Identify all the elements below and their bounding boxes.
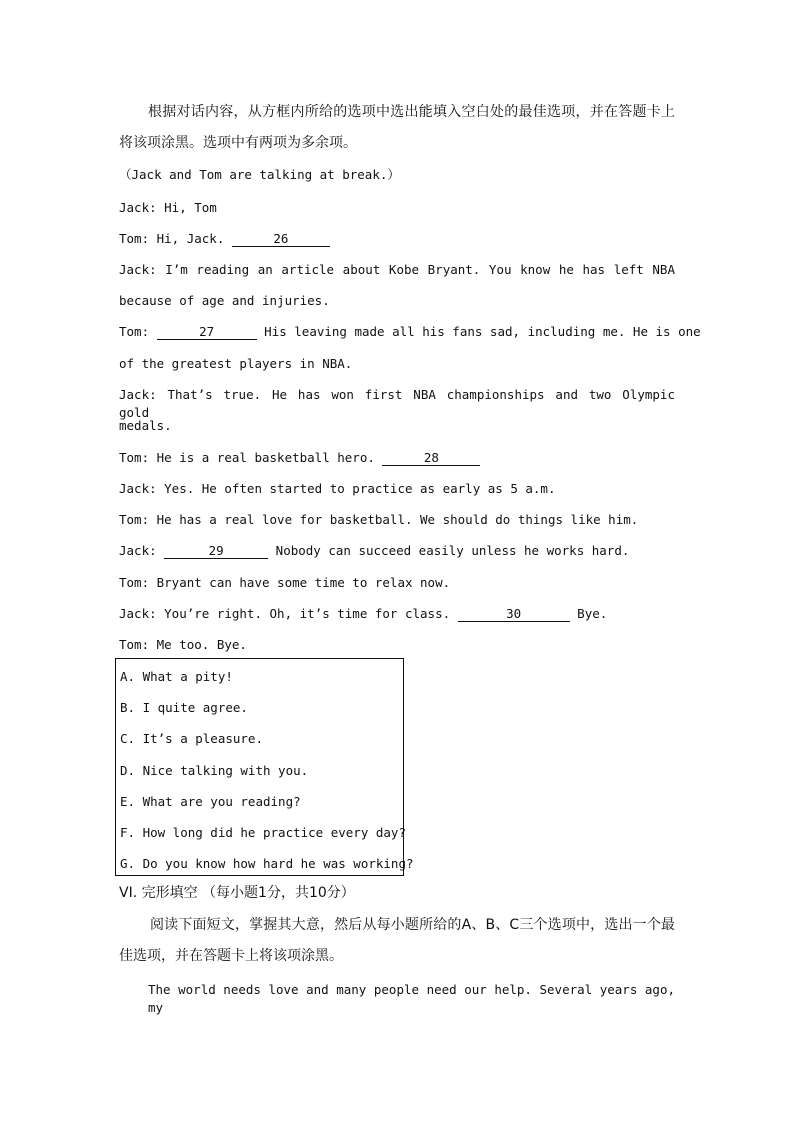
option-f: F. How long did he practice every day? bbox=[120, 825, 406, 840]
dialogue-text: His leaving made all his fans sad, including me. He is one bbox=[256, 324, 701, 339]
section-instructions-line-2: 佳选项，并在答题卡上将该项涂黑。 bbox=[119, 948, 343, 964]
option-a: A. What a pity! bbox=[120, 669, 233, 684]
blank-29: 29 bbox=[164, 543, 268, 559]
dialogue-line bbox=[119, 323, 701, 341]
options-box bbox=[115, 658, 414, 876]
dialogue-line: Tom: Bryant can have some time to relax now. bbox=[119, 575, 451, 590]
passage-line: The world needs love and many people need our help. Several years ago, my bbox=[148, 982, 675, 1015]
instructions-line-2: 将该项涂黑。选项中有两项为多余项。 bbox=[119, 135, 357, 151]
dialogue-line: Jack: That’s true. He has won first NBA championships and two Olympic gold bbox=[119, 387, 675, 420]
dialogue-line: Jack: Hi, Tom bbox=[119, 200, 217, 215]
dialogue-text: Jack: You’re right. Oh, it’s time for class. bbox=[119, 606, 458, 621]
option-g: G. Do you know how hard he was working? bbox=[120, 856, 414, 871]
dialogue-line bbox=[119, 449, 675, 467]
dialogue-text: Jack: bbox=[119, 543, 165, 558]
dialogue-line bbox=[119, 605, 675, 623]
dialogue-line bbox=[119, 230, 675, 248]
blank-28: 28 bbox=[382, 450, 480, 466]
dialogue-text: Nobody can succeed easily unless he works hard. bbox=[268, 543, 630, 558]
blank-30: 30 bbox=[458, 606, 570, 622]
option-b: B. I quite agree. bbox=[120, 700, 248, 715]
blank-27: 27 bbox=[157, 324, 257, 340]
section-heading: VI. 完形填空 （每小题1分，共10分） bbox=[119, 885, 355, 901]
dialogue-text: Tom: Hi, Jack. bbox=[119, 231, 232, 246]
option-d: D. Nice talking with you. bbox=[120, 763, 309, 778]
blank-26: 26 bbox=[232, 231, 330, 247]
instructions-line-1: 根据对话内容，从方框内所给的选项中选出能填入空白处的最佳选项，并在答题卡上 bbox=[148, 104, 675, 120]
dialogue-line: Tom: He has a real love for basketball. We should do things like him. bbox=[119, 512, 639, 527]
option-e: E. What are you reading? bbox=[120, 794, 301, 809]
section-instructions-line-1: 阅读下面短文，掌握其大意，然后从每小题所给的A、B、C三个选项中，选出一个最 bbox=[150, 917, 675, 933]
dialogue-line: Jack: Yes. He often started to practice as early as 5 a.m. bbox=[119, 481, 556, 496]
option-c: C. It’s a pleasure. bbox=[120, 731, 263, 746]
dialogue-text: Tom: He is a real basketball hero. bbox=[119, 450, 383, 465]
dialogue-text: Bye. bbox=[569, 606, 608, 621]
dialogue-line: because of age and injuries. bbox=[119, 293, 330, 308]
dialogue-setting: （Jack and Tom are talking at break.） bbox=[119, 167, 400, 182]
dialogue-text: Tom: bbox=[119, 324, 157, 339]
dialogue-line: Jack: I’m reading an article about Kobe Bryant. You know he has left NBA bbox=[119, 262, 675, 277]
dialogue-line: medals. bbox=[119, 418, 172, 433]
dialogue-line: Tom: Me too. Bye. bbox=[119, 637, 247, 652]
dialogue-line: of the greatest players in NBA. bbox=[119, 356, 353, 371]
dialogue-line bbox=[119, 542, 675, 560]
